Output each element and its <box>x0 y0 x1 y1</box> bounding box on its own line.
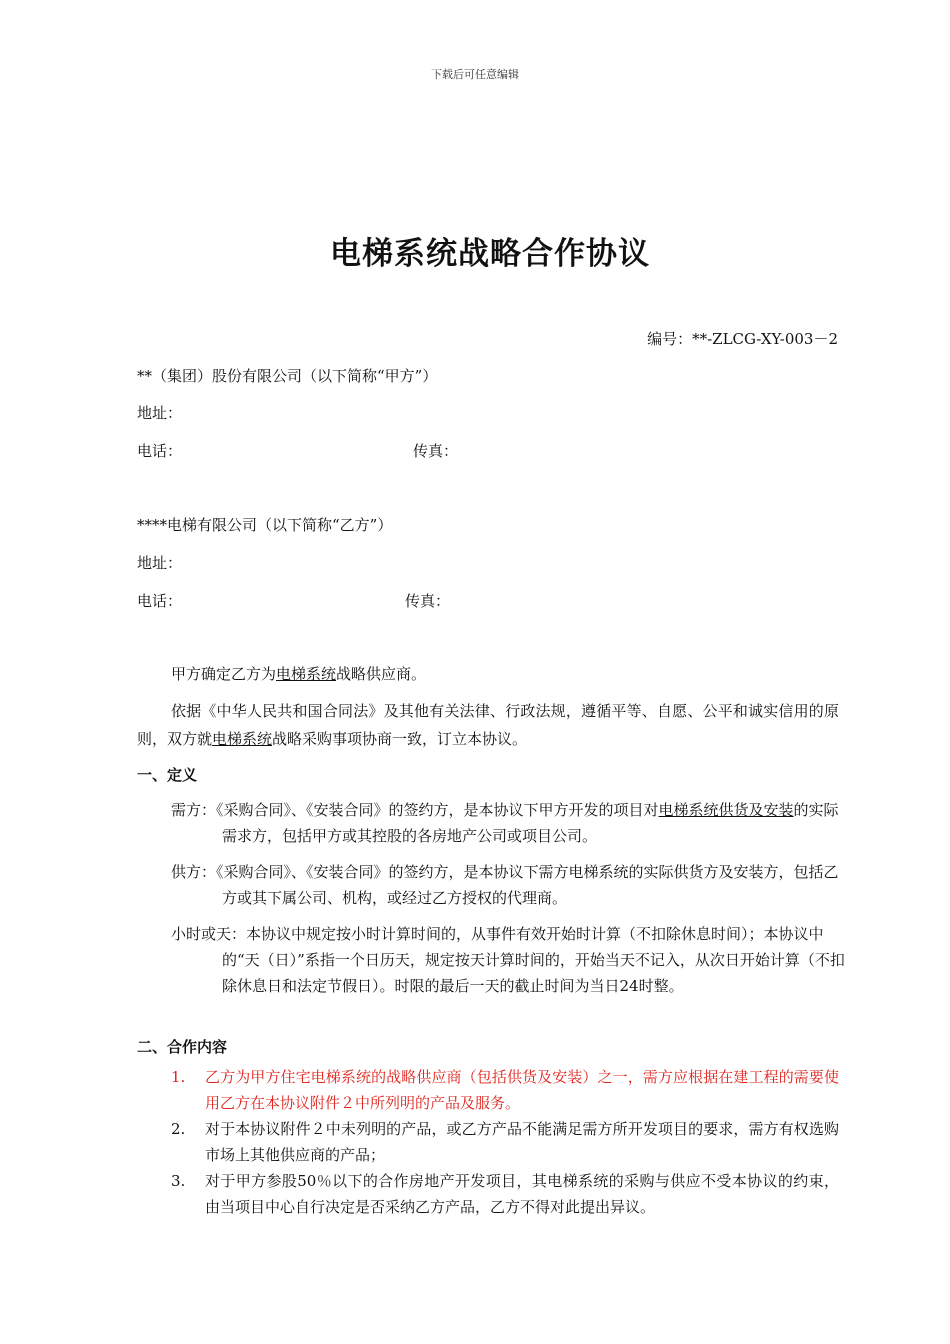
list-item-text: 对于本协议附件２中未列明的产品，或乙方产品不能满足需方所开发项目的要求，需方有权选购市场上其他供应商的产品； <box>205 1120 839 1164</box>
section-1-heading: 一、定义 <box>137 766 198 784</box>
list-item-text: 乙方为甲方住宅电梯系统的战略供应商（包括供货及安装）之一，需方应根据在建工程的需要使用乙方在本协议附件２中所列明的产品及服务。 <box>205 1068 839 1112</box>
party-b-address: 地址： <box>137 554 183 572</box>
document-title: 电梯系统战略合作协议 <box>330 236 650 272</box>
party-a-phone: 电话： <box>137 442 183 460</box>
header-note: 下载后可任意编辑 <box>431 68 519 81</box>
intro2-text-post: 战略采购事项协商一致，订立本协议。 <box>272 730 528 748</box>
party-b-fax: 传真： <box>405 592 451 610</box>
intro1-text-post: 战略供应商。 <box>336 665 427 683</box>
party-b-phone: 电话： <box>137 592 183 610</box>
def1-text-pre: 需方：《采购合同》、《安装合同》的签约方，是本协议下甲方开发的项目对 <box>171 801 659 819</box>
intro1-underlined-term: 电梯系统 <box>276 665 337 683</box>
party-a-name: **（集团）股份有限公司（以下简称“甲方”） <box>137 367 438 385</box>
definition-buyer <box>171 797 839 849</box>
def1-text-post: 的实际需求方，包括甲方或其控股的各房地产公司或项目公司。 <box>222 801 839 845</box>
party-a-address: 地址： <box>137 404 183 422</box>
list-item <box>171 1064 839 1116</box>
definition-time: 小时或天：本协议中规定按小时计算时间的，从事件有效开始时计算（不扣除休息时间）；本协议中的“天（日）”系指一个日历天，规定按天计算时间的，开始当天不记入，从次日开始计算（不扣除休息日和法定节假日）。时限的最后一天的截止时间为当日24时整。 <box>171 925 845 995</box>
list-item <box>171 1168 839 1220</box>
party-a-fax: 传真： <box>413 442 459 460</box>
document-number: 编号：**-ZLCG-XY-003－2 <box>647 330 838 348</box>
definition-supplier: 供方：《采购合同》、《安装合同》的签约方，是本协议下需方电梯系统的实际供货方及安装方，包括乙方或其下属公司、机构，或经过乙方授权的代理商。 <box>171 863 839 907</box>
intro-paragraph-2 <box>137 697 839 753</box>
def1-underlined-term: 电梯系统供货及安装 <box>658 801 794 819</box>
list-item-text: 对于甲方参股50％以下的合作房地产开发项目，其电梯系统的采购与供应不受本协议的约束，由当项目中心自行决定是否采纳乙方产品，乙方不得对此提出异议。 <box>205 1172 839 1216</box>
list-item <box>171 1116 839 1168</box>
intro-paragraph-1 <box>137 660 839 688</box>
intro2-text-pre: 依据《中华人民共和国合同法》及其他有关法律、行政法规，遵循平等、自愿、公平和诚实信用的原则，双方就 <box>137 702 839 748</box>
list-item-number: 3. <box>171 1172 186 1190</box>
list-item-number: 2. <box>171 1120 186 1138</box>
intro1-text-pre: 甲方确定乙方为 <box>171 665 277 683</box>
section-2-heading: 二、合作内容 <box>137 1038 228 1056</box>
list-item-number: 1. <box>171 1068 186 1086</box>
party-b-name: ****电梯有限公司（以下简称“乙方”） <box>137 516 393 534</box>
intro2-underlined-term: 电梯系统 <box>212 730 273 748</box>
